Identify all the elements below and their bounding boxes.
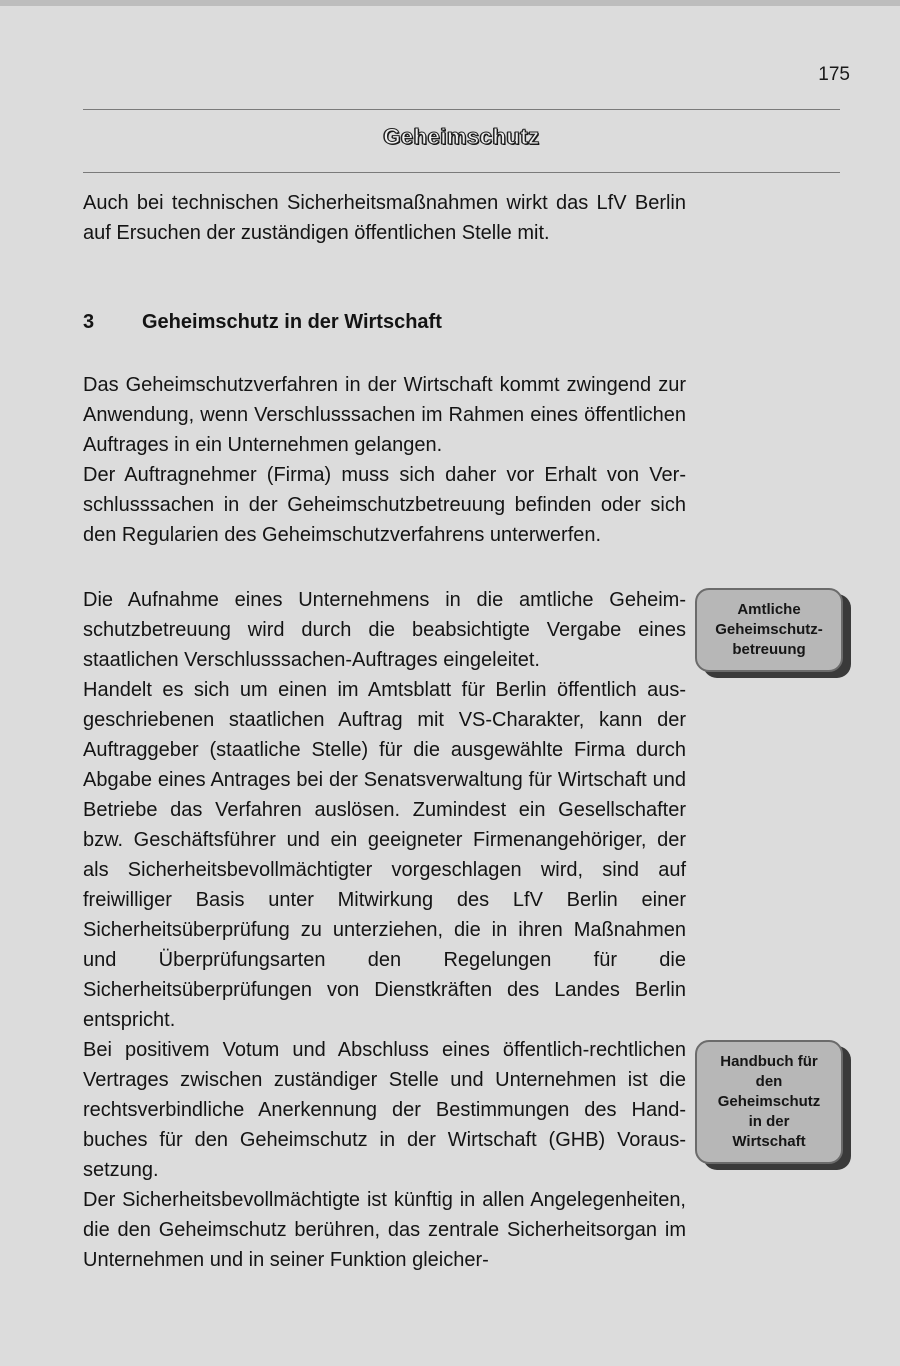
page-number: 175 [818, 64, 850, 85]
paragraph: Die Aufnahme eines Unternehmens in die amtliche Geheimschutzbetreuung wird durch die beabsichtigte Vergabe eines staatlichen Verschlusssachen-Auftrages eingeleitet. [83, 589, 686, 671]
page-top-band [0, 0, 900, 6]
header-rule-bottom [83, 172, 840, 173]
intro-paragraph [83, 188, 686, 248]
header-rule-top [83, 109, 840, 110]
paragraph-group [83, 585, 686, 1275]
section-heading [83, 311, 442, 334]
running-header-title: Geheimschutz [383, 124, 540, 149]
paragraph: Auch bei technischen Sicherheitsmaßnahmen wirkt das LfV Berlin auf Ersuchen der zuständigen öffentlichen Stelle mit. [83, 192, 686, 244]
section-number: 3 [83, 311, 95, 333]
paragraph: Bei positivem Votum und Abschluss eines öffentlich-rechtlichen Vertrages zwischen zuständiger Stelle und Unternehmen ist die rechtsverbindliche Anerkennung der Bestimmungen des Handbuches für den Geheimschutz in der Wirtschaft (GHB) Voraussetzung. [83, 1039, 686, 1181]
paragraph: Der Auftragnehmer (Firma) muss sich daher vor Erhalt von Verschlusssachen in der Geheimschutzbetreuung befinden oder sich den Regularien des Geheimschutzverfahrens unterwerfen. [83, 464, 686, 546]
paragraph-group [83, 370, 686, 550]
paragraph: Der Sicherheitsbevollmächtigte ist künftig in allen Angelegenheiten, die den Geheimschutz berühren, das zentrale Sicherheitsorgan im Unternehmen und in seiner Funktion gleicher- [83, 1189, 686, 1271]
paragraph: Handelt es sich um einen im Amtsblatt für Berlin öffentlich ausgeschriebenen staatlichen Auftrag mit VS-Charakter, kann der Auftraggeber (staatliche Stelle) für die ausgewählte Firma durch Abgabe eines Antrages bei der Senatsverwaltung für Wirtschaft und Betriebe das Verfahren auslösen. Zumindest ein Gesellschafter bzw. Geschäftsführer und ein geeigneter Firmenangehöriger, der als Sicherheitsbevollmächtigter vorgeschlagen wird, sind auf freiwilliger Basis unter Mitwirkung des LfV Berlin einer Sicherheitsüberprüfung zu unterziehen, die in ihren Maßnahmen und Überprüfungsarten den Regelungen für die Sicherheitsüberprüfungen von Dienstkräften des Landes Berlin entspricht. [83, 679, 686, 1031]
paragraph: Das Geheimschutzverfahren in der Wirtschaft kommt zwingend zur Anwendung, wenn Verschlusssachen im Rahmen eines öffentlichen Auftrages in ein Unternehmen gelangen. [83, 374, 686, 456]
section-title: Geheimschutz in der Wirtschaft [142, 311, 442, 333]
margin-note: Amtliche Geheimschutz- betreuung [695, 588, 843, 672]
margin-note: Handbuch für den Geheimschutz in der Wirtschaft [695, 1040, 843, 1164]
